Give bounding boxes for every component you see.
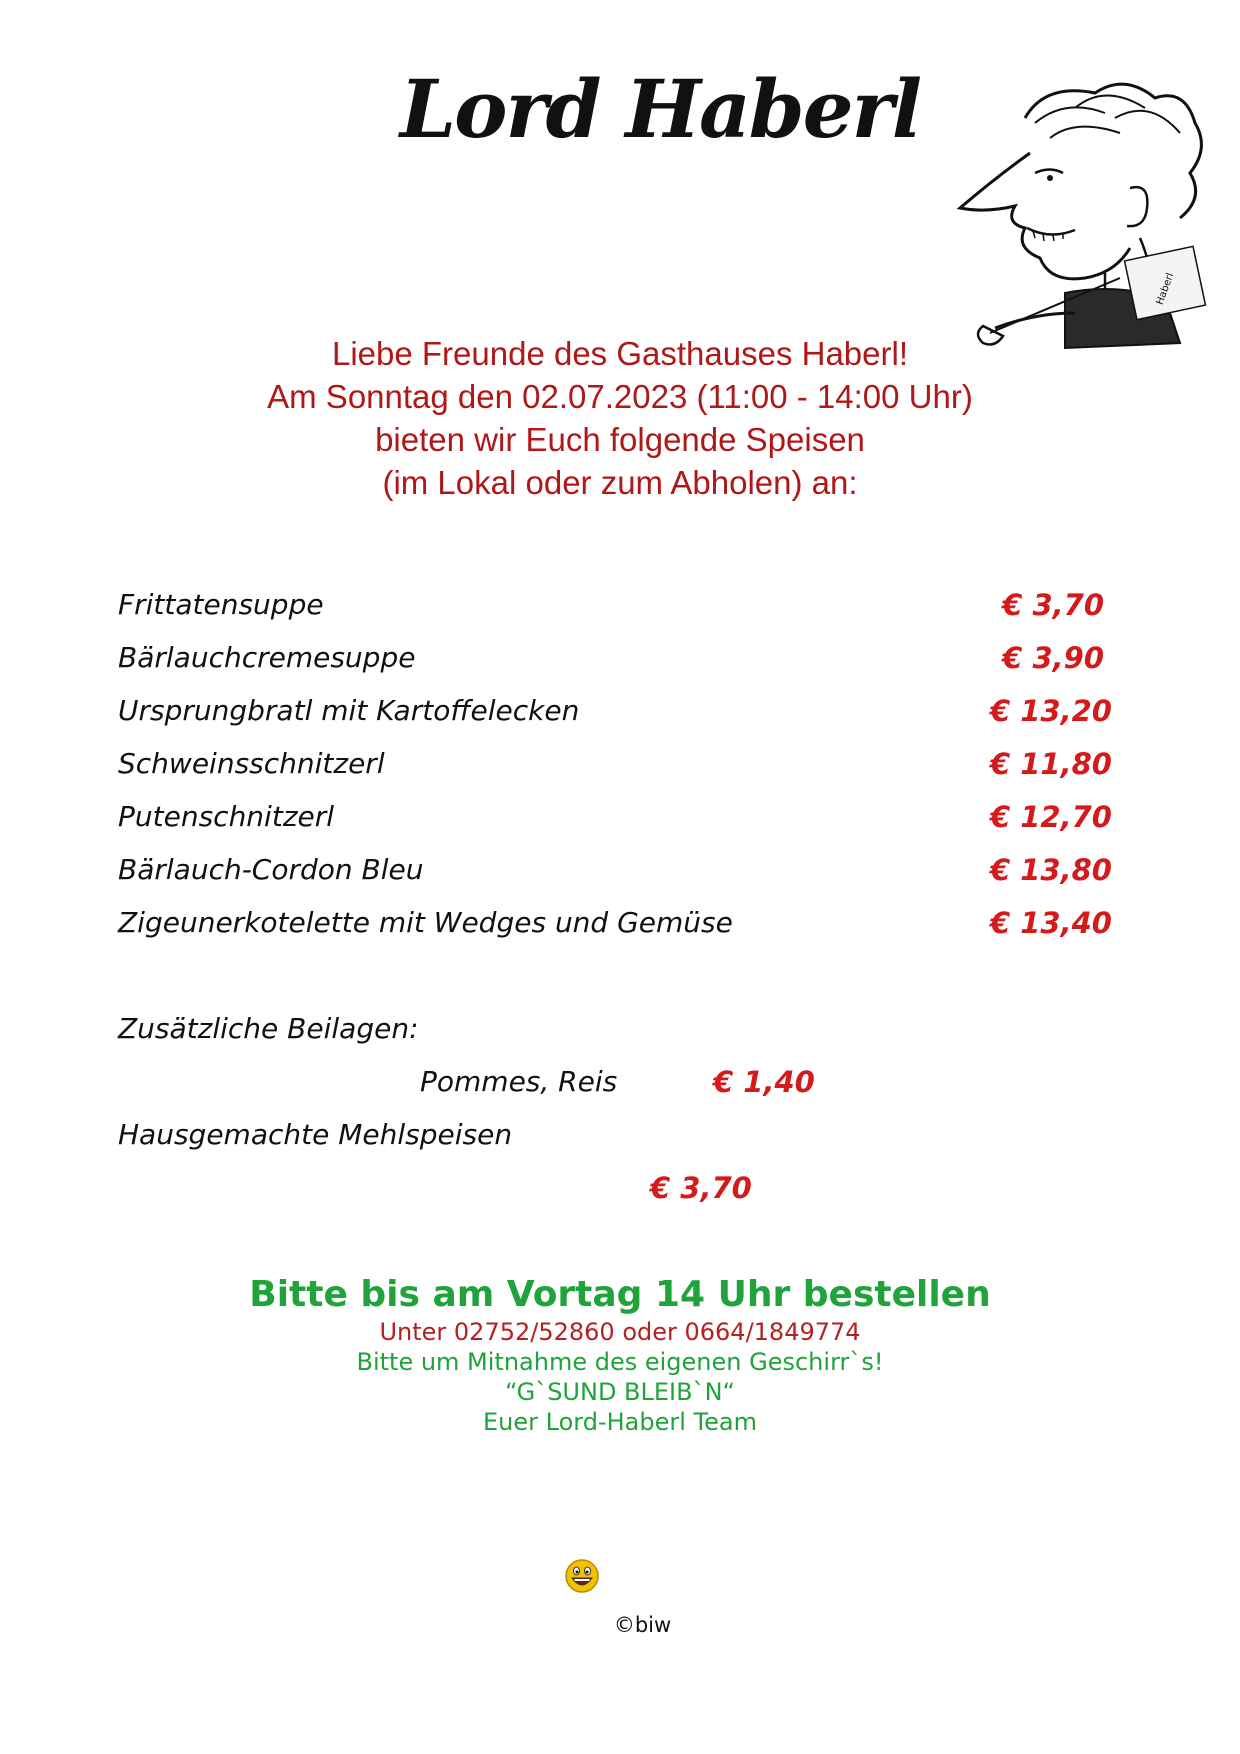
sides-label: Pommes, Reis	[420, 1065, 618, 1098]
caricature-flag-text: Haberl	[1154, 271, 1177, 307]
menu-item-price: € 13,80	[989, 853, 1112, 887]
desserts-price: € 3,70	[650, 1171, 752, 1205]
menu-item-name: Ursprungbratl mit Kartoffelecken	[118, 694, 580, 727]
intro-line: bieten wir Euch folgende Speisen	[375, 421, 865, 458]
sides-price: € 1,40	[713, 1065, 815, 1099]
copyright: ©biw	[613, 1613, 672, 1637]
menu-item-name: Bärlauch-Cordon Bleu	[118, 853, 424, 886]
extras-heading: Zusätzliche Beilagen:	[118, 1012, 419, 1045]
phone-line: Unter 02752/52860 oder 0664/1849774	[379, 1318, 861, 1346]
menu-item-name: Bärlauchcremesuppe	[118, 641, 416, 674]
intro-text	[0, 332, 1240, 504]
intro-line: (im Lokal oder zum Abholen) an:	[382, 464, 858, 501]
intro-line: Am Sonntag den 02.07.2023 (11:00 - 14:00 Uhr)	[267, 378, 973, 415]
menu-item-price: € 3,70	[1002, 588, 1104, 622]
menu-item-name: Frittatensuppe	[118, 588, 324, 621]
menu-item-price: € 3,90	[1002, 641, 1104, 675]
menu-item-name: Schweinsschnitzerl	[118, 747, 385, 780]
menu-item-price: € 13,20	[989, 694, 1112, 728]
menu-item-price: € 13,40	[989, 906, 1112, 940]
menu-item-price: € 12,70	[989, 800, 1112, 834]
smiley-face-icon	[564, 1558, 600, 1594]
caricature-illustration	[955, 78, 1215, 358]
menu-item-price: € 11,80	[989, 747, 1112, 781]
order-heading: Bitte bis am Vortag 14 Uhr bestellen	[249, 1274, 991, 1315]
signature: Euer Lord-Haberl Team	[483, 1408, 757, 1436]
desserts-label: Hausgemachte Mehlspeisen	[118, 1118, 513, 1151]
logo-title: Lord Haberl	[399, 62, 921, 156]
intro-line: Liebe Freunde des Gasthauses Haberl!	[331, 335, 909, 372]
menu-item-name: Zigeunerkotelette mit Wedges und Gemüse	[118, 906, 733, 939]
dishware-note: Bitte um Mitnahme des eigenen Geschirr`s!	[356, 1348, 884, 1376]
greeting: “G`SUND BLEIB`N“	[505, 1378, 735, 1406]
menu-item-name: Putenschnitzerl	[118, 800, 335, 833]
